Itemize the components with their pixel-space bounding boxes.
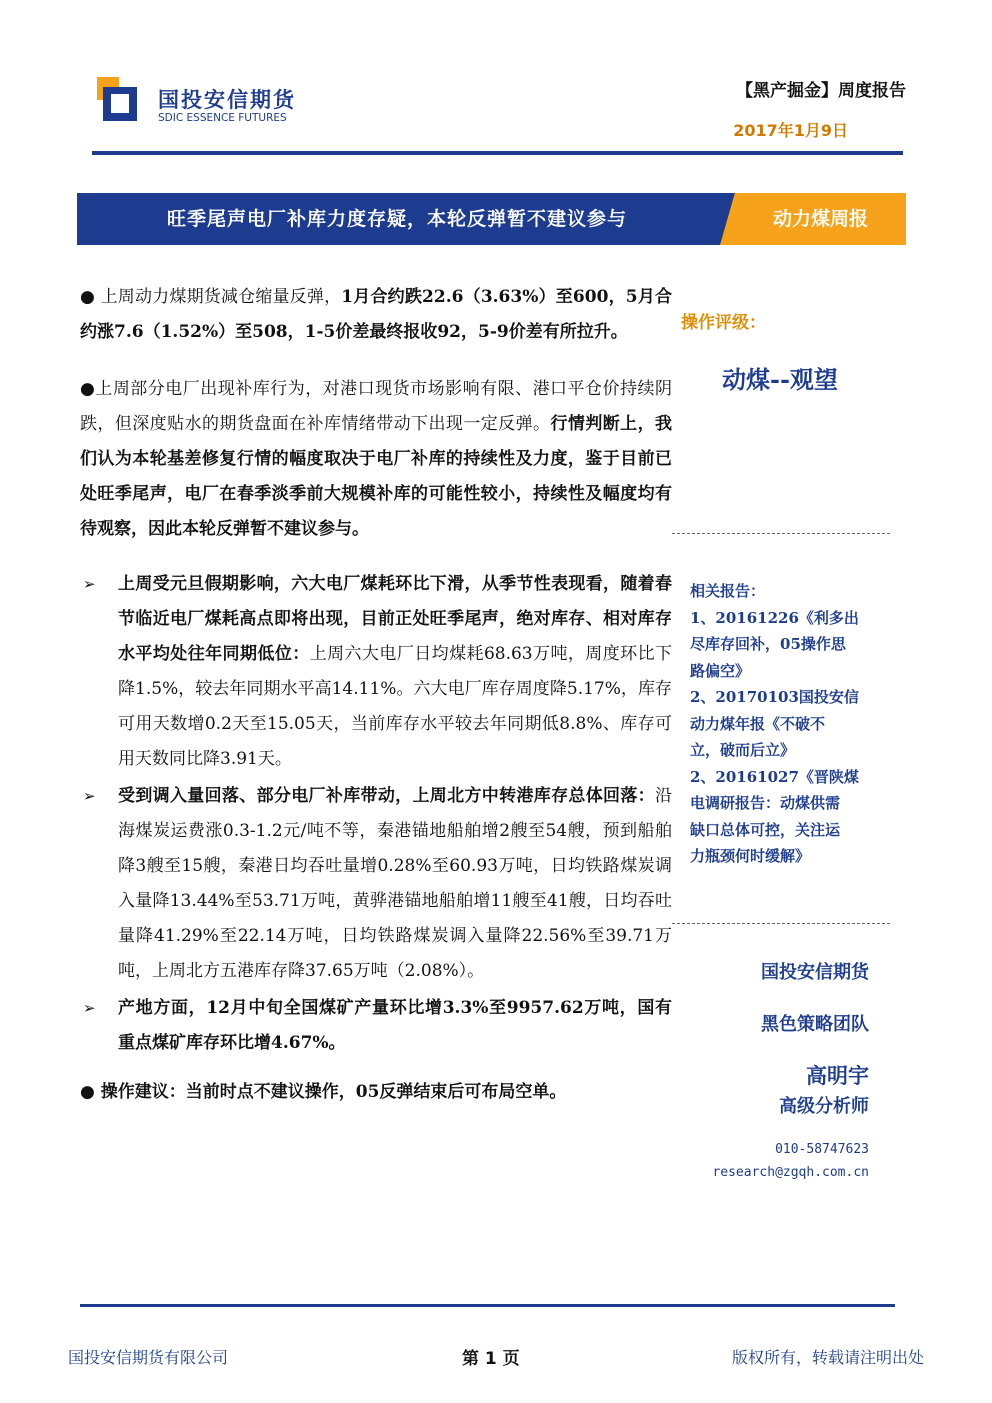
list-item-bold-text: 上周受元旦假期影响，六大电厂煤耗环比下滑，从季节性表现看，随着春节临近电厂煤耗高点即将出现，目前正处旺季尾声，绝对库存、相对库存水平均处往年同期低位： — [118, 574, 672, 664]
analyst-name: 高明宇 — [806, 1064, 869, 1088]
analysis-bold-text: 行情判断上，我们认为本轮基差修复行情的幅度取决于电厂补库的持续性及力度，鉴于目前已处旺季尾声，电厂在春季淡季前大规模补库的可能性较小，持续性及幅度均有待观察，因此本轮反弹暂不建议参与。 — [80, 414, 673, 539]
logo-english-name: SDIC ESSENCE FUTURES — [158, 112, 287, 124]
logo-company-name: 国投安信期货 — [158, 88, 296, 112]
footer-copyright: 版权所有，转载请注明出处 — [731, 1348, 924, 1367]
report-date: 2017年1月9日 — [733, 121, 848, 140]
arrow-bullet-icon: ➢ — [83, 999, 96, 1017]
footer-company: 国投安信期货有限公司 — [68, 1348, 229, 1367]
bullet-icon: ● — [80, 379, 96, 399]
header-divider — [92, 151, 903, 155]
list-item-bold-text: 受到调入量回落、部分电厂补库带动，上周北方中转港库存总体回落： — [118, 786, 655, 806]
main-content — [80, 280, 672, 1110]
list-item-text: 上周六大电厂日均煤耗68.63万吨，周度环比下降1.5%，较去年同期水平高14.11%。六大电厂库存周度降5.17%，库存可用天数增0.2天至15.05天，当前库存水平较去年同期低8.8%、库存可用天数同比降3.91天。 — [118, 644, 673, 769]
team-company: 国投安信期货 — [761, 962, 869, 983]
report-type: 【黑产掘金】周度报告 — [736, 81, 906, 101]
contact-phone: 010-58747623 — [775, 1142, 869, 1157]
related-report-line: 立，破而后立》 — [690, 741, 796, 759]
arrow-bullet-icon: ➢ — [83, 575, 96, 593]
analyst-title: 高级分析师 — [779, 1096, 869, 1117]
summary-bold-text: 1月合约跌22.6（3.63%）至600，5月合约涨7.6（1.52%）至508，1-5价差最终报收92，5-9价差有所拉升。 — [80, 287, 673, 342]
arrow-bullet-icon: ➢ — [83, 787, 96, 805]
related-report-line: 力瓶颈何时缓解》 — [690, 847, 811, 865]
team-name: 黑色策略团队 — [761, 1014, 869, 1035]
analysis-paragraph — [80, 372, 672, 547]
related-reports-title: 相关报告： — [690, 582, 766, 600]
related-report-line: 2、20161027《晋陕煤 — [690, 767, 859, 786]
summary-paragraph — [80, 280, 672, 350]
related-report-line: 尽库存回补，05操作思 — [690, 635, 846, 653]
bullet-icon: ● — [80, 287, 96, 307]
related-reports — [690, 578, 890, 870]
related-report-line: 缺口总体可控，关注运 — [690, 820, 841, 839]
related-report-line: 路偏空》 — [690, 661, 751, 680]
company-logo-icon — [97, 77, 141, 123]
list-item-bold-text: 产地方面，12月中旬全国煤矿产量环比增3.3%至9957.62万吨，国有重点煤矿库存环比增4.67%。 — [118, 998, 672, 1053]
related-report-line: 2、20170103国投安信 — [690, 688, 859, 706]
contact-email[interactable]: research@zgqh.com.cn — [712, 1165, 869, 1180]
operation-advice-text: 操作建议：当前时点不建议操作，05反弹结束后可布局空单。 — [94, 1082, 567, 1102]
analysis-text: 上周部分电厂出现补库行为，对港口现货市场影响有限、港口平仓价持续阴跌，但深度贴水的期货盘面在补库情绪带动下出现一定反弹。 — [80, 379, 672, 434]
page-number: 第 1 页 — [462, 1349, 520, 1369]
summary-text: 上周动力煤期货减仓缩量反弹， — [95, 287, 342, 307]
sidebar-divider — [672, 533, 890, 534]
related-report-line: 1、20161226《利多出 — [690, 608, 859, 627]
sidebar-divider — [672, 923, 890, 924]
rating-label: 操作评级： — [681, 313, 766, 333]
operation-advice — [80, 1075, 672, 1110]
related-report-line: 动力煤年报《不破不 — [690, 714, 826, 733]
report-title: 旺季尾声电厂补库力度存疑，本轮反弹暂不建议参与 — [166, 208, 627, 230]
footer-divider — [80, 1304, 895, 1307]
list-item — [80, 991, 672, 1061]
report-category: 动力煤周报 — [772, 208, 868, 230]
related-report-line: 电调研报告：动煤供需 — [690, 794, 841, 812]
list-item — [80, 567, 672, 777]
rating-value: 动煤--观望 — [722, 365, 838, 394]
list-item-text: 沿海煤炭运费涨0.3-1.2元/吨不等，秦港锚地船舶增2艘至54艘，预到船舶降3艘至15艘，秦港日均吞吐量增0.28%至60.93万吨，日均铁路煤炭调入量降13.44%至53.71万吨，黄骅港锚地船舶增11艘至41艘，日均吞吐量降41.29%至22.14万吨，日均铁路煤炭调入量降22.56%至39.71万吨，上周北方五港库存降37.65万吨（2.08%）。 — [118, 786, 672, 981]
bullet-icon: ● — [80, 1082, 95, 1102]
list-item — [80, 779, 672, 989]
